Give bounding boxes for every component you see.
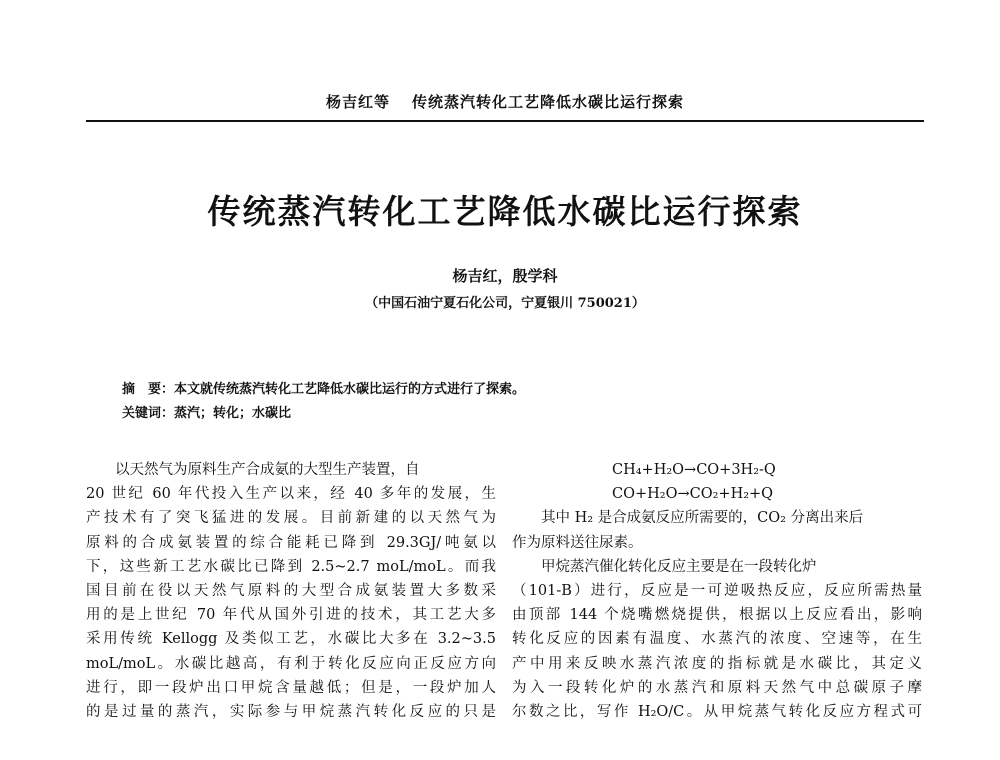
- body-line: 原料的合成氨装置的综合能耗已降到 29.3GJ/吨氨以: [86, 534, 496, 551]
- body-line: 其中 H₂ 是合成氨反应所需要的，CO₂ 分离出来后: [541, 510, 864, 527]
- header-rule: [86, 120, 924, 122]
- body-line: 采用传统 Kellogg 及类似工艺，水碳比大多在 3.2~3.5: [86, 631, 496, 648]
- equation-methane-reforming: CH₄+H₂O→CO+3H₂-Q: [612, 462, 776, 478]
- body-line: 国目前在役以天然气原料的大型合成氨装置大多数采: [86, 582, 496, 599]
- body-left-column: [86, 458, 496, 724]
- body-line: 用的是上世纪 70 年代从国外引进的技术，其工艺大多: [86, 607, 496, 624]
- body-line: 20 世纪 60 年代投入生产以来，经 40 多年的发展，生: [86, 486, 496, 503]
- running-header: [86, 91, 924, 112]
- running-header-title: 传统蒸汽转化工艺降低水碳比运行探索: [412, 93, 685, 111]
- body-line: 甲烷蒸汽催化转化反应主要是在一段转化炉: [541, 558, 817, 575]
- body-line: 作为原料送往尿素。: [512, 534, 643, 551]
- body-line: 产技术有了突飞猛进的发展。目前新建的以天然气为: [86, 510, 496, 527]
- article-affiliation: （中国石油宁夏石化公司，宁夏银川 750021）: [365, 296, 645, 311]
- body-line: 的是过量的蒸汽，实际参与甲烷蒸汽转化反应的只是: [86, 703, 496, 720]
- body-line: 转化反应的因素有温度、水蒸汽的浓度、空速等，在生: [512, 631, 922, 648]
- body-line: 以天然气为原料生产合成氨的大型生产装置，自: [115, 462, 420, 478]
- running-header-authors: 杨吉红等: [325, 93, 390, 111]
- body-line: 尔数之比，写作 H₂O/C。从甲烷蒸气转化反应方程式可: [512, 703, 922, 720]
- body-line: 下，这些新工艺水碳比已降到 2.5~2.7 moL/moL。而我: [86, 558, 496, 575]
- body-line: （101-B）进行，反应是一可逆吸热反应，反应所需热量: [512, 582, 922, 599]
- equation-water-gas-shift: CO+H₂O→CO₂+H₂+Q: [612, 486, 774, 503]
- body-line: 产中用来反映水蒸汽浓度的指标就是水碳比，其定义: [512, 655, 922, 672]
- body-line: 进行，即一段炉出口甲烷含量越低；但是，一段炉加人: [86, 679, 496, 696]
- abstract: 摘 要：本文就传统蒸汽转化工艺降低水碳比运行的方式进行了探索。: [122, 382, 526, 397]
- article-authors: 杨吉红，殷学科: [452, 267, 558, 285]
- body-line: 为入一段转化炉的水蒸汽和原料天然气中总碳原子摩: [512, 679, 922, 696]
- body-right-column: [512, 458, 922, 724]
- body-line: moL/moL。水碳比越高，有利于转化反应向正反应方向: [86, 655, 496, 672]
- keywords: 关键词：蒸汽；转化；水碳比: [122, 406, 292, 421]
- body-line: 由顶部 144 个烧嘴燃烧提供，根据以上反应看出，影响: [512, 607, 922, 624]
- article-title: 传统蒸汽转化工艺降低水碳比运行探索: [207, 192, 803, 231]
